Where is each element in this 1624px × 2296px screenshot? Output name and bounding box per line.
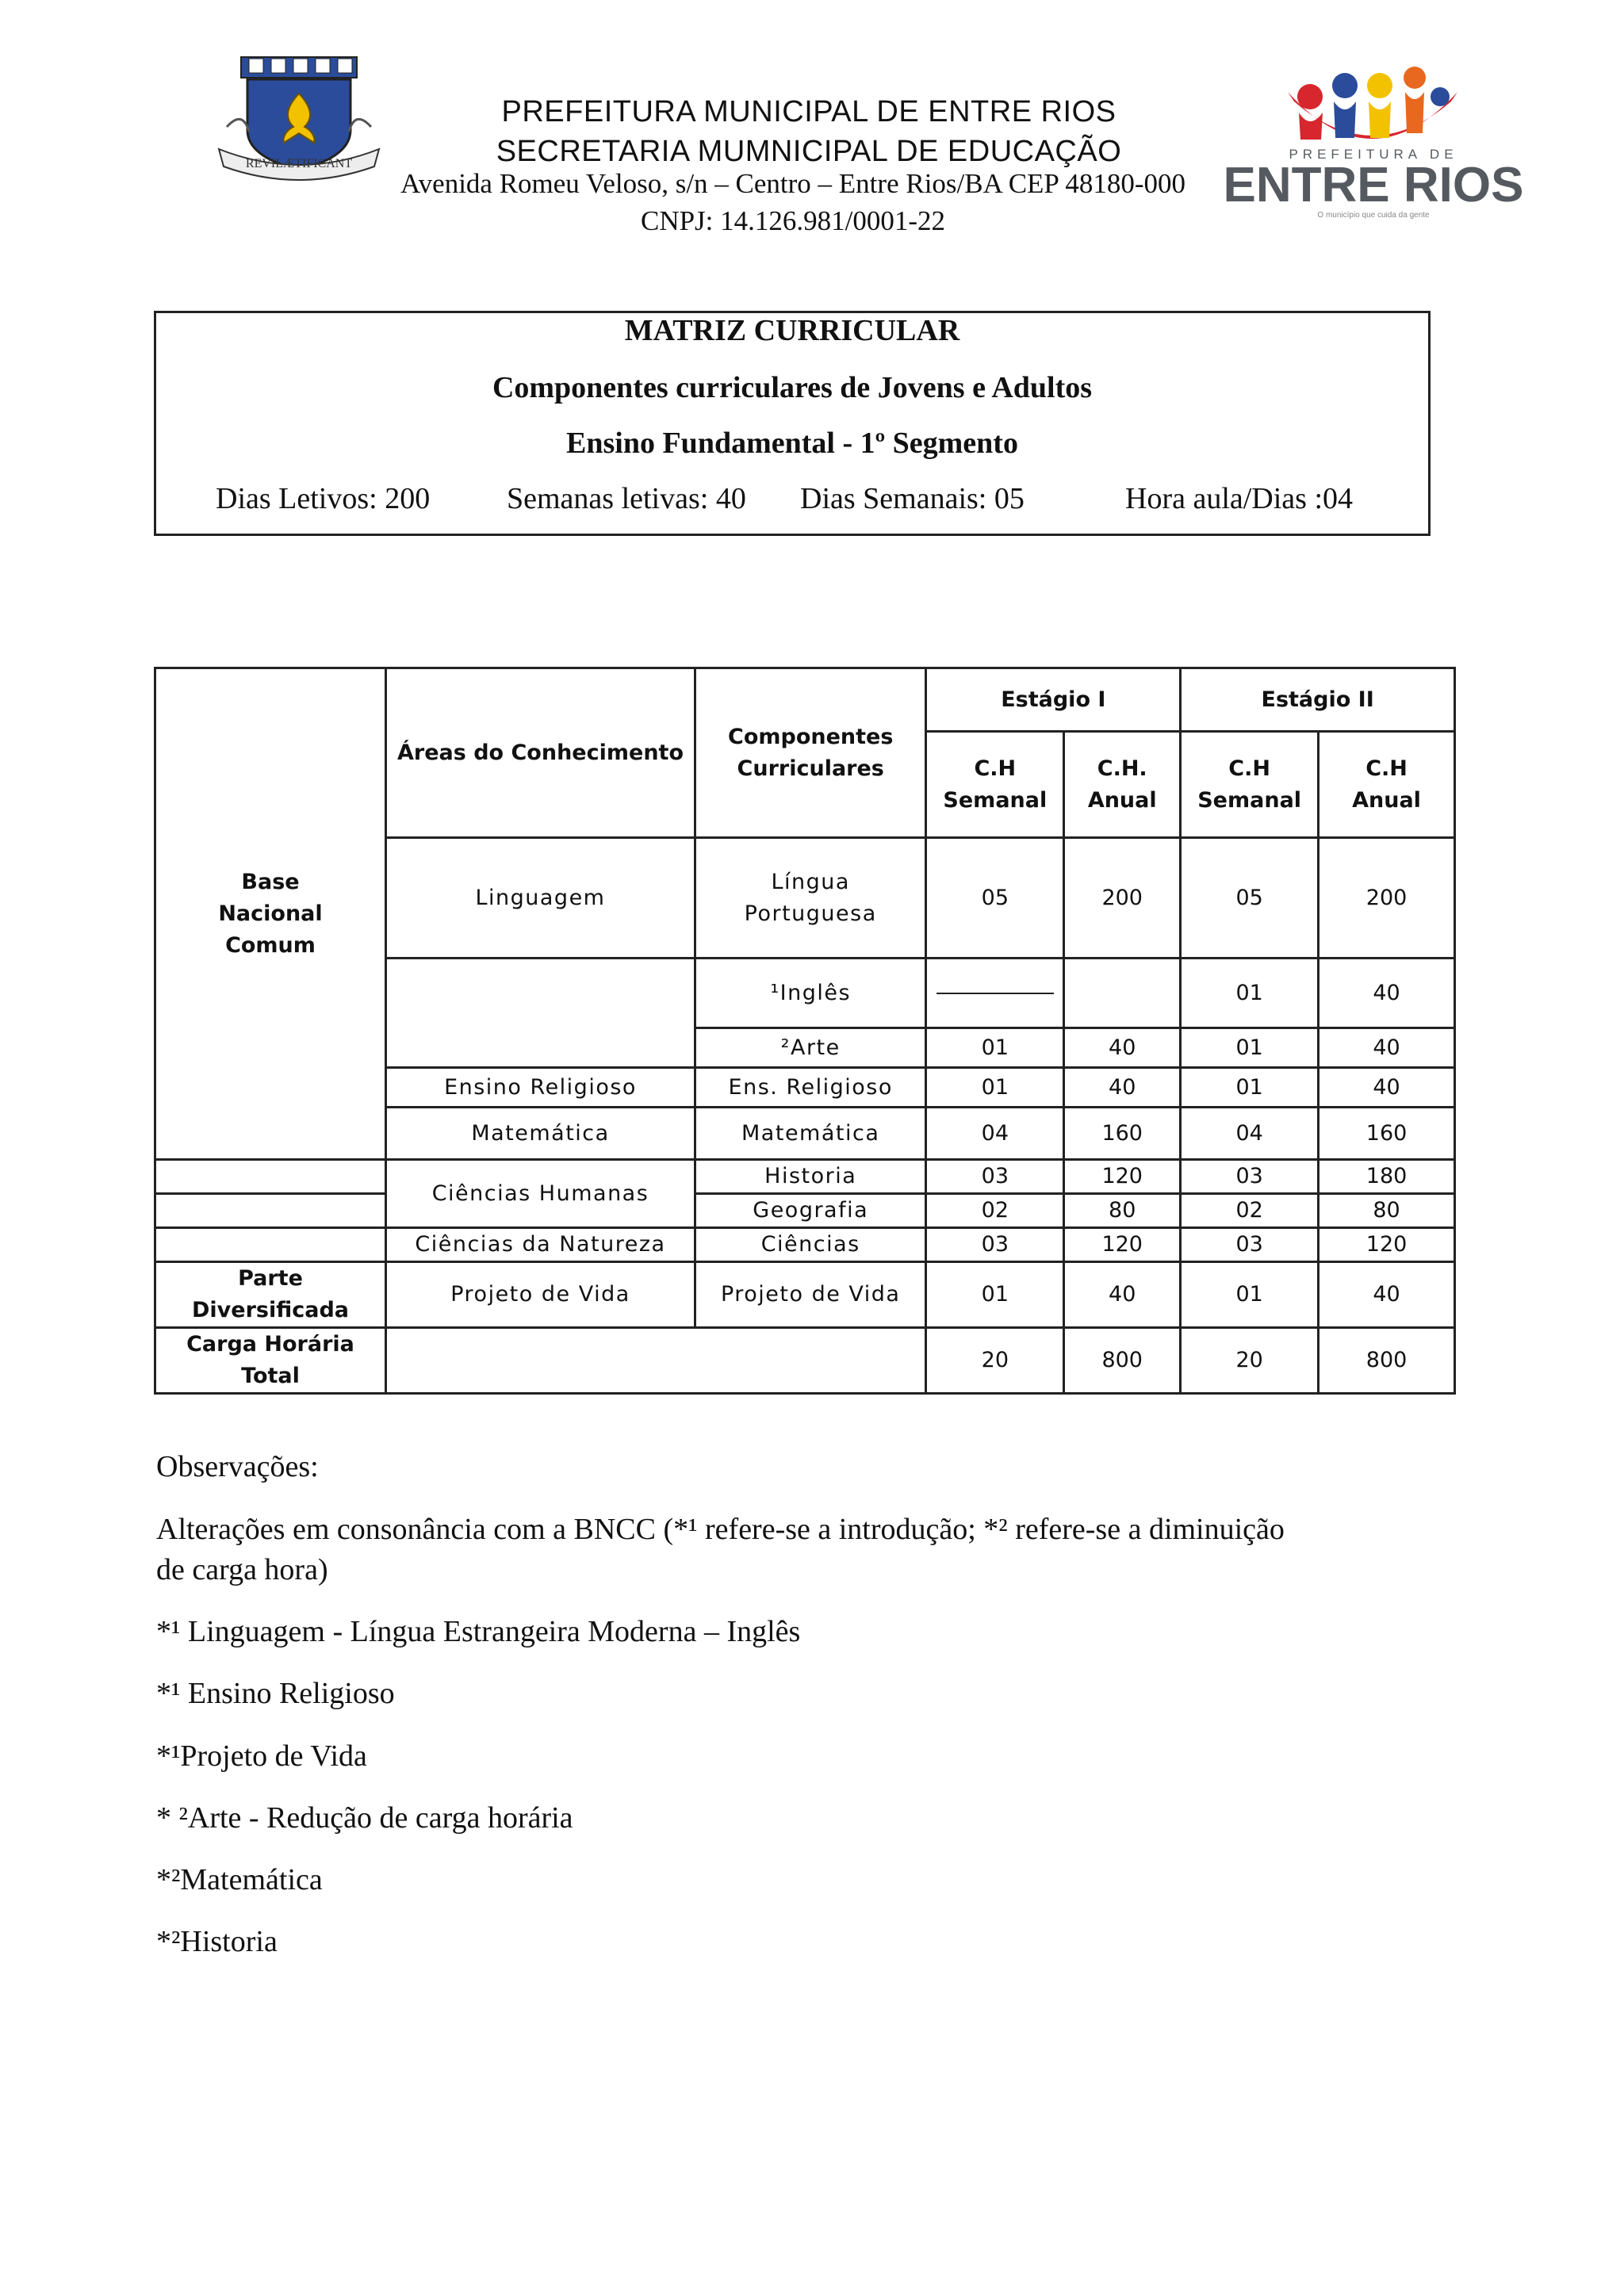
parte-diversificada-label: Parte Diversificada bbox=[155, 1262, 386, 1328]
ch-cell: 40 bbox=[1319, 959, 1455, 1028]
dash-line bbox=[936, 993, 1054, 994]
ch-cell: 120 bbox=[1064, 1228, 1181, 1262]
observations-line-1b: de carga hora) bbox=[156, 1553, 328, 1586]
base-nacional-cont bbox=[155, 1160, 386, 1194]
observation-item: *²Historia bbox=[156, 1925, 278, 1958]
header-line-1: PREFEITURA MUNICIPAL DE ENTRE RIOS bbox=[501, 95, 1116, 128]
area-cell: Linguagem bbox=[386, 838, 695, 959]
ch-cell: 01 bbox=[926, 1262, 1064, 1328]
dias-semanais: Dias Semanais: 05 bbox=[800, 482, 1025, 515]
base-nacional-label: Base Nacional Comum bbox=[155, 668, 386, 1160]
area-cell: Ciências Humanas bbox=[386, 1160, 695, 1228]
semanas-letivas: Semanas letivas: 40 bbox=[507, 482, 746, 515]
entre-rios-logo bbox=[1223, 51, 1524, 225]
header-cnpj: CNPJ: 14.126.981/0001-22 bbox=[640, 205, 946, 236]
table-row bbox=[155, 1228, 1455, 1262]
component-cell: Matemática bbox=[695, 1108, 926, 1160]
ch-cell: 03 bbox=[1181, 1160, 1319, 1194]
ch-cell: 120 bbox=[1319, 1228, 1455, 1262]
ch-cell: 80 bbox=[1319, 1194, 1455, 1228]
header-componentes: Componentes Curriculares bbox=[695, 668, 926, 838]
header-address: Avenida Romeu Veloso, s/n – Centro – Entre Rios/BA CEP 48180-000 bbox=[400, 168, 1185, 199]
segment: Ensino Fundamental - 1º Segmento bbox=[566, 427, 1018, 460]
area-cell: Projeto de Vida bbox=[386, 1262, 695, 1328]
ch-cell: 40 bbox=[1064, 1068, 1181, 1108]
observation-item: *²Matemática bbox=[156, 1863, 323, 1896]
ch-cell: 200 bbox=[1064, 838, 1181, 959]
area-cell bbox=[386, 959, 695, 1068]
ch-cell: 40 bbox=[1319, 1068, 1455, 1108]
header-line-2: SECRETARIA MUMNICIPAL DE EDUCAÇÃO bbox=[496, 135, 1122, 168]
header-ch-anual-2: C.H Anual bbox=[1319, 732, 1455, 838]
header-areas: Áreas do Conhecimento bbox=[386, 668, 695, 838]
ch-cell bbox=[1064, 959, 1181, 1028]
header-ch-semanal-1: C.H Semanal bbox=[926, 732, 1064, 838]
component-cell: Geografia bbox=[695, 1194, 926, 1228]
ch-cell: 05 bbox=[926, 838, 1064, 959]
table-row bbox=[155, 1262, 1455, 1328]
ch-cell: 200 bbox=[1319, 838, 1455, 959]
observation-item: *¹Projeto de Vida bbox=[156, 1739, 367, 1773]
svg-text:PREFEITURA DE: PREFEITURA DE bbox=[1289, 147, 1458, 162]
header-estagio-2: Estágio II bbox=[1181, 668, 1455, 732]
ch-cell: 800 bbox=[1319, 1328, 1455, 1394]
component-cell: Projeto de Vida bbox=[695, 1262, 926, 1328]
base-nacional-cont bbox=[155, 1194, 386, 1228]
ch-cell: 01 bbox=[926, 1068, 1064, 1108]
svg-text:O município que cuida da gente: O município que cuida da gente bbox=[1317, 211, 1430, 220]
carga-total-label: Carga Horária Total bbox=[155, 1328, 386, 1394]
hora-aula: Hora aula/Dias :04 bbox=[1125, 482, 1354, 515]
header-ch-semanal-2: C.H Semanal bbox=[1181, 732, 1319, 838]
ch-cell: 01 bbox=[926, 1028, 1064, 1068]
ch-cell: 80 bbox=[1064, 1194, 1181, 1228]
title: MATRIZ CURRICULAR bbox=[624, 314, 960, 347]
header-estagio-1: Estágio I bbox=[926, 668, 1181, 732]
component-cell: ²Arte bbox=[695, 1028, 926, 1068]
ch-cell: 03 bbox=[926, 1160, 1064, 1194]
header-ch-anual-1: C.H. Anual bbox=[1064, 732, 1181, 838]
ch-cell: 04 bbox=[1181, 1108, 1319, 1160]
ch-cell: 40 bbox=[1064, 1262, 1181, 1328]
ch-cell: 40 bbox=[1319, 1028, 1455, 1068]
dias-letivos: Dias Letivos: 200 bbox=[216, 482, 431, 515]
title-box bbox=[154, 311, 1431, 536]
observations-heading: Observações: bbox=[156, 1450, 319, 1483]
observation-item: * ²Arte - Redução de carga horária bbox=[156, 1801, 573, 1835]
component-cell: Ens. Religioso bbox=[695, 1068, 926, 1108]
ch-cell: 05 bbox=[1181, 838, 1319, 959]
ch-cell: 01 bbox=[1181, 1068, 1319, 1108]
ch-cell: 160 bbox=[1064, 1108, 1181, 1160]
observation-item: *¹ Ensino Religioso bbox=[156, 1677, 395, 1710]
component-cell: Historia bbox=[695, 1160, 926, 1194]
total-empty-cell bbox=[386, 1328, 926, 1394]
coat-of-arms-icon bbox=[211, 54, 387, 181]
table-row bbox=[155, 1194, 1455, 1228]
table-row-total bbox=[155, 1328, 1455, 1394]
area-cell: Matemática bbox=[386, 1108, 695, 1160]
ch-cell: 03 bbox=[926, 1228, 1064, 1262]
empty-dash-cell bbox=[926, 959, 1064, 1028]
ch-cell: 120 bbox=[1064, 1160, 1181, 1194]
area-cell: Ensino Religioso bbox=[386, 1068, 695, 1108]
ch-cell: 04 bbox=[926, 1108, 1064, 1160]
ch-cell: 40 bbox=[1064, 1028, 1181, 1068]
ch-cell: 02 bbox=[926, 1194, 1064, 1228]
ch-cell: 02 bbox=[1181, 1194, 1319, 1228]
ch-cell: 03 bbox=[1181, 1228, 1319, 1262]
svg-text:REVILÆTIFICANT: REVILÆTIFICANT bbox=[245, 157, 353, 170]
schedule-info bbox=[156, 481, 1428, 521]
svg-text:ENTRE RIOS: ENTRE RIOS bbox=[1223, 158, 1524, 212]
base-nacional-cont bbox=[155, 1228, 386, 1262]
area-cell: Ciências da Natureza bbox=[386, 1228, 695, 1262]
ch-cell: 01 bbox=[1181, 1028, 1319, 1068]
component-cell: ¹Inglês bbox=[695, 959, 926, 1028]
observations-line-1: Alterações em consonância com a BNCC (*¹ refere-se a introdução; *² refere-se a diminuição bbox=[156, 1513, 1285, 1546]
ch-cell: 20 bbox=[1181, 1328, 1319, 1394]
ch-cell: 01 bbox=[1181, 1262, 1319, 1328]
ch-cell: 40 bbox=[1319, 1262, 1455, 1328]
ch-cell: 20 bbox=[926, 1328, 1064, 1394]
ch-cell: 800 bbox=[1064, 1328, 1181, 1394]
subtitle: Componentes curriculares de Jovens e Adultos bbox=[492, 371, 1093, 404]
curriculum-table bbox=[154, 667, 1456, 1395]
ch-cell: 01 bbox=[1181, 959, 1319, 1028]
component-cell: Ciências bbox=[695, 1228, 926, 1262]
ch-cell: 180 bbox=[1319, 1160, 1455, 1194]
component-cell: Língua Portuguesa bbox=[695, 838, 926, 959]
ch-cell: 160 bbox=[1319, 1108, 1455, 1160]
observation-item: *¹ Linguagem - Língua Estrangeira Moderna – Inglês bbox=[156, 1615, 801, 1648]
table-row bbox=[155, 1160, 1455, 1194]
